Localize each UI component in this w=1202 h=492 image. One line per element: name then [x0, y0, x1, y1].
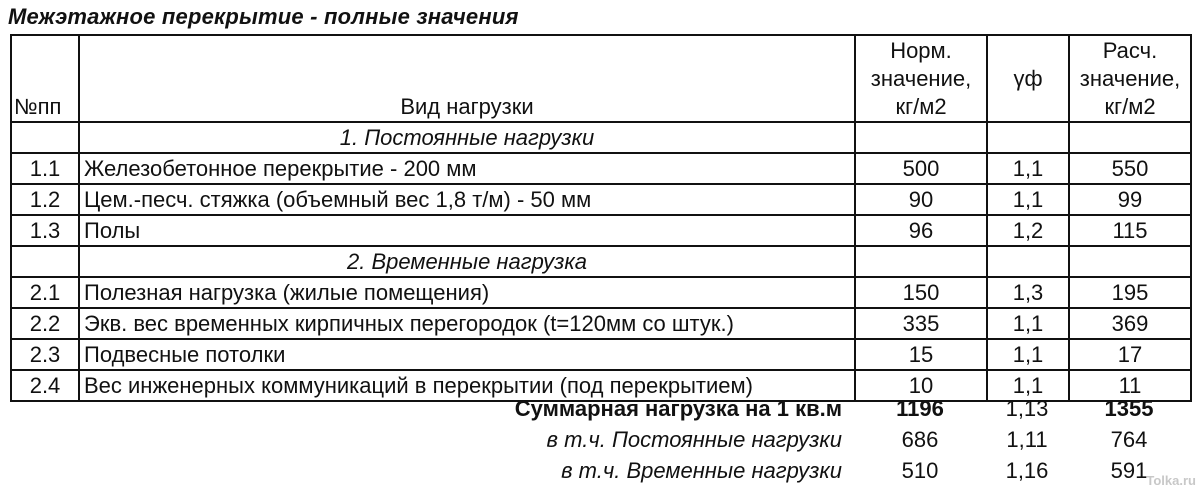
- summary-norm: 510: [901, 458, 939, 483]
- header-norm-line: кг/м2: [895, 94, 947, 119]
- row-norm: 150: [855, 277, 987, 308]
- row-gamma: 1,1: [987, 153, 1069, 184]
- summary-calc: 591: [1110, 458, 1148, 483]
- row-gamma: 1,3: [987, 277, 1069, 308]
- table-row: [11, 339, 1191, 370]
- summary-calc: 764: [1110, 427, 1148, 452]
- watermark: Tolka.ru: [1146, 473, 1196, 488]
- row-calc: 369: [1069, 308, 1191, 339]
- row-gamma: 1,1: [987, 184, 1069, 215]
- row-desc: Вес инженерных коммуникаций в перекрытии (под перекрытием): [79, 370, 855, 401]
- row-norm: 10: [855, 370, 987, 401]
- section-row: [11, 122, 1191, 153]
- summary-gamma: 1,11: [1006, 427, 1048, 452]
- header-calc-line: Расч.: [1102, 38, 1158, 63]
- summary-label: Суммарная нагрузка на 1 кв.м: [514, 396, 842, 421]
- row-num: 2.3: [11, 339, 79, 370]
- row-num: 1.1: [11, 153, 79, 184]
- section-title: 1. Постоянные нагрузки: [79, 122, 855, 153]
- table-row: [11, 153, 1191, 184]
- section-num: [11, 122, 79, 153]
- row-calc: 17: [1069, 339, 1191, 370]
- row-num: 2.1: [11, 277, 79, 308]
- row-desc: Полезная нагрузка (жилые помещения): [79, 277, 855, 308]
- summary-calc: 1355: [1104, 396, 1154, 421]
- row-norm: 96: [855, 215, 987, 246]
- summary-table: [10, 393, 1190, 486]
- table-row: [11, 215, 1191, 246]
- row-num: 2.4: [11, 370, 79, 401]
- header-calc-line: кг/м2: [1104, 94, 1156, 119]
- summary-label: в т.ч. Временные нагрузки: [561, 458, 842, 483]
- row-num: 1.2: [11, 184, 79, 215]
- row-desc: Полы: [79, 215, 855, 246]
- header-calc: [1069, 35, 1191, 122]
- row-norm: 500: [855, 153, 987, 184]
- row-norm: 15: [855, 339, 987, 370]
- section-empty: [987, 122, 1069, 153]
- header-norm-line: значение,: [870, 66, 972, 91]
- row-calc: 195: [1069, 277, 1191, 308]
- header-norm: [855, 35, 987, 122]
- header-row: [11, 35, 1191, 122]
- row-num: 1.3: [11, 215, 79, 246]
- row-num: 2.2: [11, 308, 79, 339]
- row-gamma: 1,1: [987, 308, 1069, 339]
- table-row: [11, 277, 1191, 308]
- header-num: №пп: [11, 35, 79, 122]
- section-empty: [1069, 246, 1191, 277]
- page-title: Межэтажное перекрытие - полные значения: [8, 4, 519, 29]
- row-calc: 99: [1069, 184, 1191, 215]
- section-empty: [1069, 122, 1191, 153]
- row-desc: Цем.-песч. стяжка (объемный вес 1,8 т/м) - 50 мм: [79, 184, 855, 215]
- section-empty: [987, 246, 1069, 277]
- summary-gamma: 1,13: [1005, 396, 1049, 421]
- row-desc: Подвесные потолки: [79, 339, 855, 370]
- header-gamma: γф: [987, 35, 1069, 122]
- table-row: [11, 184, 1191, 215]
- row-desc: Железобетонное перекрытие - 200 мм: [79, 153, 855, 184]
- row-gamma: 1,2: [987, 215, 1069, 246]
- row-calc: 115: [1069, 215, 1191, 246]
- summary-row-temporary: [10, 455, 1190, 486]
- section-row: [11, 246, 1191, 277]
- summary-norm: 1196: [896, 396, 944, 421]
- row-norm: 90: [855, 184, 987, 215]
- summary-row-total: [10, 393, 1190, 424]
- section-num: [11, 246, 79, 277]
- row-calc: 550: [1069, 153, 1191, 184]
- summary-label: в т.ч. Постоянные нагрузки: [546, 427, 842, 452]
- row-gamma: 1,1: [987, 339, 1069, 370]
- header-norm-line: Норм.: [890, 38, 952, 63]
- loads-table: [10, 34, 1192, 402]
- header-calc-line: значение,: [1079, 66, 1181, 91]
- row-calc: 11: [1069, 370, 1191, 401]
- summary-norm: 686: [901, 427, 939, 452]
- row-desc: Экв. вес временных кирпичных перегородок (t=120мм со штук.): [79, 308, 855, 339]
- summary-gamma: 1,16: [1005, 458, 1049, 483]
- row-gamma: 1,1: [987, 370, 1069, 401]
- table-row: [11, 308, 1191, 339]
- row-norm: 335: [855, 308, 987, 339]
- section-empty: [855, 122, 987, 153]
- summary-row-permanent: [10, 424, 1190, 455]
- section-title: 2. Временные нагрузка: [79, 246, 855, 277]
- header-desc: Вид нагрузки: [79, 35, 855, 122]
- section-empty: [855, 246, 987, 277]
